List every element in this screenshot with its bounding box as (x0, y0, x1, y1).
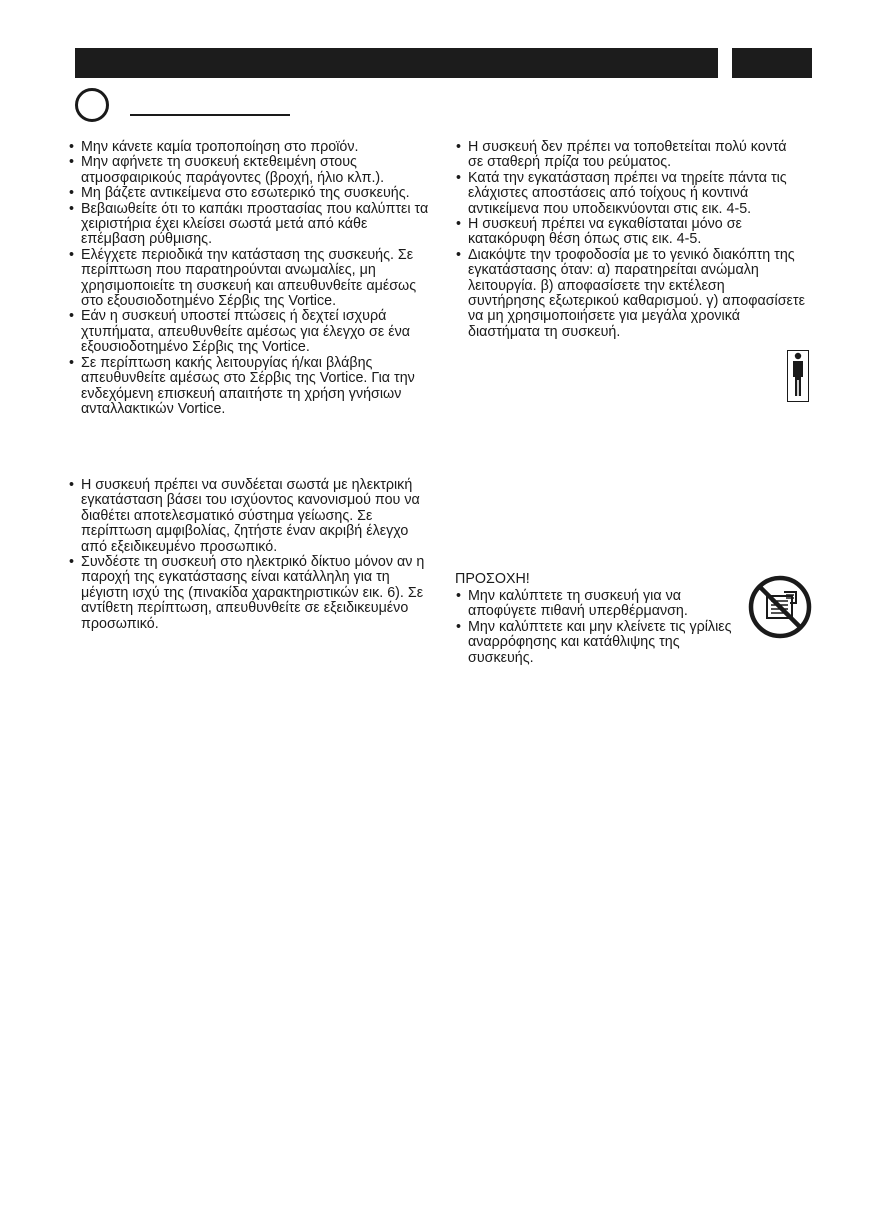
list-item: • Μην καλύπτετε και μην κλείνετε τις γρίλιες αναρρόφησης και κατάθλιψης της συσκευής. (455, 620, 735, 666)
list-item: • Η συσκευή δεν πρέπει να τοποθετείται πολύ κοντά σε σταθερή πρίζα του ρεύματος. (455, 140, 805, 171)
standing-person-icon (787, 350, 809, 402)
list-item: • Μην αφήνετε τη συσκευή εκτεθειμένη στους ατμοσφαιρικούς παράγοντες (βροχή, ήλιο κλπ.). (68, 155, 432, 186)
list-item: • Η συσκευή πρέπει να συνδέεται σωστά με ηλεκτρική εγκατάσταση βάσει του ισχύοντος κανονισμού που να διαθέτει αποτελεσματικό σύστημα γείωσης. Σε περίπτωση αμφιβολίας, ζητήστε έναν ακριβή έλεγχο από εξειδικευμένο προσωπικό. (68, 478, 432, 555)
list-item: • Η συσκευή πρέπει να εγκαθίσταται μόνο σε κατακόρυφη θέση όπως στις εικ. 4-5. (455, 217, 805, 248)
list-item: • Σε περίπτωση κακής λειτουργίας ή/και βλάβης απευθυνθείτε αμέσως στο Σέρβις της Vortice. Για την ενδεχόμενη επισκευή απαιτήστε τη χρήση γνήσιων ανταλλακτικών Vortice. (68, 356, 432, 418)
list-item: • Βεβαιωθείτε ότι το καπάκι προστασίας που καλύπτει τα χειριστήρια έχει κλείσει σωστά μετά από κάθε επέμβαση ρύθμισης. (68, 202, 432, 248)
warning-list (455, 589, 735, 666)
warning-title: ΠΡΟΣΟΧΗ! (455, 571, 530, 587)
safety-list-installation (455, 140, 805, 340)
section-circle-icon (75, 88, 109, 122)
safety-list-electrical (68, 478, 432, 632)
list-item: • Διακόψτε την τροφοδοσία με το γενικό διακόπτη της εγκατάστασης όταν: α) παρατηρείται ανώμαλη λειτουργία. β) αποφασίσετε την εκτέλεση συντήρησης εξωτερικού καθαρισμού. γ) αποφασίσετε να μη χρησιμοποιήσετε για μεγάλα χρονικά διαστήματα τη συσκευή. (455, 248, 805, 340)
header-page-tab (732, 48, 812, 78)
list-item: • Μη βάζετε αντικείμενα στο εσωτερικό της συσκευής. (68, 186, 432, 201)
list-item: • Κατά την εγκατάσταση πρέπει να τηρείτε πάντα τις ελάχιστες αποστάσεις από τοίχους ή κοντινά αντικείμενα που υποδεικνύονται στις εικ. 4-5. (455, 171, 805, 217)
header-bar (75, 48, 718, 78)
list-item: • Συνδέστε τη συσκευή στο ηλεκτρικό δίκτυο μόνον αν η παροχή της εγκατάστασης είναι κατάλληλη για τη μέγιστη ισχύ της (πινακίδα χαρακτηριστικών εικ. 6). Σε αντίθετη περίπτωση, απευθυνθείτε σε εξειδικευμένο προσωπικό. (68, 555, 432, 632)
list-item: • Ελέγχετε περιοδικά την κατάσταση της συσκευής. Σε περίπτωση που παρατηρούνται ανωμαλίες, μη χρησιμοποιείτε τη συσκευή και απευθυνθείτε αμέσως στο εξουσιοδοτημένο Σέρβις της Vortice. (68, 248, 432, 310)
do-not-cover-icon (748, 575, 812, 639)
list-item: • Εάν η συσκευή υποστεί πτώσεις ή δεχτεί ισχυρά χτυπήματα, απευθυνθείτε αμέσως για έλεγχο σε ένα εξουσιοδοτημένο Σέρβις της Vortice. (68, 309, 432, 355)
list-item: • Μην καλύπτετε τη συσκευή για να αποφύγετε πιθανή υπερθέρμανση. (455, 589, 735, 620)
safety-list-general (68, 140, 432, 417)
list-item: • Μην κάνετε καμία τροποποίηση στο προϊόν. (68, 140, 432, 155)
section-heading-rule (130, 114, 290, 116)
